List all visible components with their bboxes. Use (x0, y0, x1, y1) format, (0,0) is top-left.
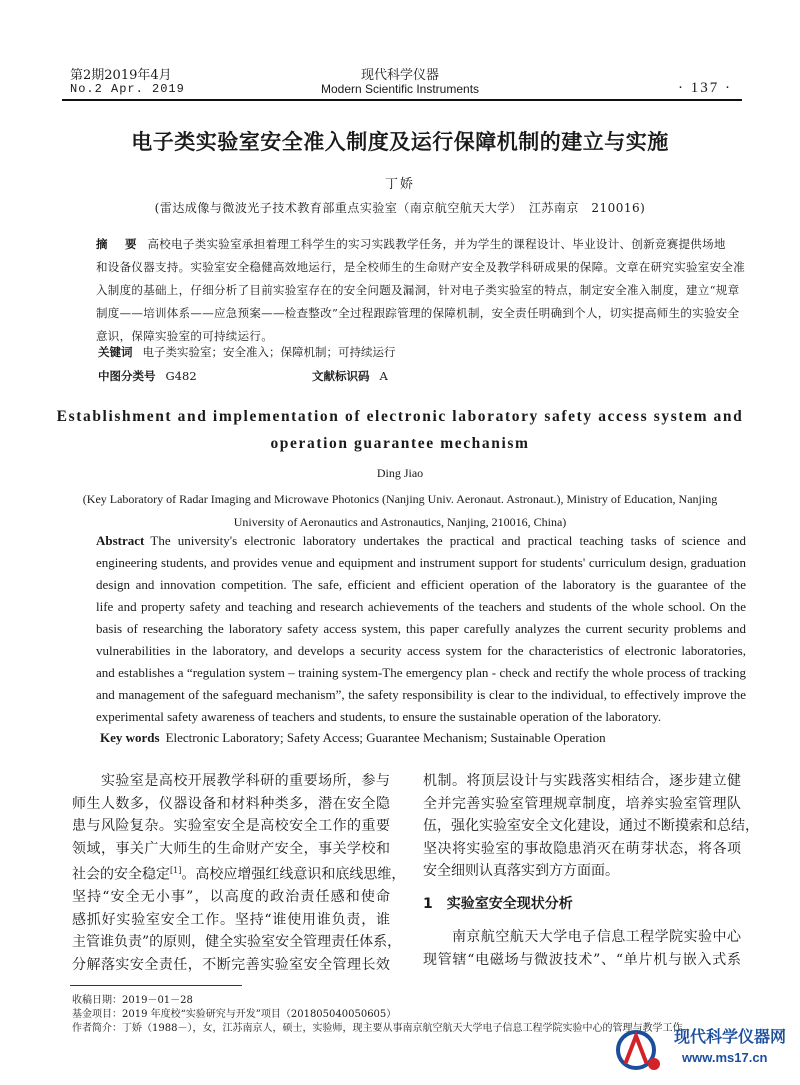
abstract-en-line: experimental safety awareness of teachers and students, to ensure the sustainable operation of the laboratory. (96, 709, 662, 724)
keywords-en-value: Electronic Laboratory; Safety Access; Guarantee Mechanism; Sustainable Operation (165, 730, 606, 745)
abstract-en-line: Abstract The university's electronic laboratory undertakes the practical and practical teaching tasks of science and (96, 533, 746, 548)
header-rule (62, 99, 742, 101)
body-line: 主管谁负责”的原则，健全实验室安全管理责任体系， (72, 934, 402, 951)
abstract-cn-line: 意识，保障实验室的可持续运行。 (96, 329, 273, 343)
footnote-rule (70, 985, 242, 986)
document-code (312, 368, 388, 384)
abstract-en-line: life and property safety and teaching and research achievements of the teachers and students of the whole school. On the (96, 599, 746, 614)
journal-name-en: Modern Scientific Instruments (320, 82, 480, 96)
keywords-en (100, 730, 606, 746)
page-number: · 137 · (678, 80, 732, 96)
author-en: Ding Jiao (376, 466, 424, 480)
abstract-cn-line: 和设备仪器支持。实验室安全稳健高效地运行，是全校师生的生命财产安全及教学科研成果的保障。文章在研究实验室安全准 (96, 260, 745, 274)
affiliation-en-line2: University of Aeronautics and Astronautics, Nanjing, 210016, China) (233, 515, 567, 529)
body-line: 社会的安全稳定[1]。高校应增强红线意识和底线思维， (72, 866, 406, 883)
abstract-cn-line: 摘 要 高校电子类实验室承担着理工科学生的实习实践教学任务，并为学生的课程设计、毕业设计、创新竞赛提供场地 (96, 237, 726, 251)
affiliation-en-line1: (Key Laboratory of Radar Imaging and Microwave Photonics (Nanjing Univ. Aeronaut. Astronaut.), Ministry of Education, Nanjing (82, 492, 718, 506)
ms17-logo-icon (612, 1024, 666, 1074)
body-line: 安全细则认真落实到方方面面。 (423, 863, 619, 879)
document-code-label: 文献标识码 (312, 369, 370, 383)
document-code-value: A (379, 369, 388, 383)
body-line: 实验室是高校开展教学科研的重要场所，参与 (72, 773, 390, 789)
watermark-url[interactable]: www.ms17.cn (682, 1050, 768, 1065)
abstract-en-label: Abstract (96, 533, 145, 548)
abstract-cn-label: 摘 要 (96, 237, 140, 251)
author-cn: 丁娇 (384, 177, 415, 192)
footnote-received-date: 收稿日期：2019－01－28 (72, 995, 193, 1006)
paper-title-en (0, 403, 800, 457)
affiliation-cn: (雷达成像与微波光子技术教育部重点实验室（南京航空航天大学） 江苏南京 210016) (154, 201, 646, 215)
body-line: 感抓好实验室安全工作。坚持“谁使用谁负责，谁 (72, 911, 390, 928)
keywords-en-label: Key words (100, 730, 160, 745)
abstract-en-line: and establishes a “regulation system – training system-The emergency plan - check and rectify the whole process of tracking (96, 665, 746, 680)
keywords-cn (98, 344, 396, 360)
affiliation-en (0, 488, 800, 534)
abstract-en-line: engineering students, and provides venue and equipment and instrument support for students' curriculum design, graduation (96, 555, 746, 570)
journal-name-cn: 现代科学仪器 (360, 68, 439, 83)
abstract-en-line: vulnerabilities in the laboratory, and develops a security access system for the characteristics of electronic laboratories, (96, 643, 746, 658)
footnote-author-bio: 作者简介：丁娇（1988－），女，江苏南京人，硕士，实验师，现主要从事南京航空航天大学电子信息工程学院实验中心的管理与教学工作。 (72, 1023, 693, 1034)
abstract-cn (96, 233, 746, 348)
body-line: 师生人数多，仪器设备和材料种类多，潜在安全隐 (72, 795, 390, 812)
body-line: 机制。将顶层设计与实践落实相结合，逐步建立健 (423, 773, 741, 789)
paper-title-en-line2: operation guarantee mechanism (270, 435, 530, 452)
body-line: 现管辖“电磁场与微波技术”、“单片机与嵌入式系 (423, 951, 741, 968)
footnote-fund: 基金项目：2019 年度校“实验研究与开发”项目（201805040050605） (72, 1009, 397, 1020)
body-column-right (423, 770, 759, 971)
issue-date-en: No.2 Apr. 2019 (70, 82, 185, 96)
body-line: 分解落实安全责任，不断完善实验室安全管理长效 (72, 956, 390, 973)
classification-value: G482 (165, 369, 197, 383)
body-line: 伍，强化实验室安全文化建设，通过不断摸索和总结， (423, 818, 759, 834)
body-line: 患与风险复杂。实验室安全是高校安全工作的重要 (72, 818, 390, 834)
body-column-left (72, 770, 406, 976)
section-heading: 1 实验室安全现状分析 (423, 895, 573, 912)
site-watermark (612, 1018, 792, 1080)
abstract-cn-line: 入制度的基础上，仔细分析了目前实验室存在的安全问题及漏洞，针对电子类实验室的特点，制定安全准入制度，建立“规章 (96, 283, 740, 297)
body-line: 坚决将实验室的事故隐患消灭在萌芽状态，将各项 (423, 840, 741, 857)
abstract-en-line: basis of researching the laboratory safety access system, this paper carefully analyzes the current security problems and (96, 621, 746, 636)
body-line: 坚持“安全无小事”，以高度的政治责任感和使命 (72, 889, 390, 906)
abstract-cn-line: 制度——培训体系——应急预案——检查整改”全过程跟踪管理的保障机制，安全责任明确到个人，切实提高师生的实验安全 (96, 306, 740, 320)
paper-title-cn: 电子类实验室安全准入制度及运行保障机制的建立与实施 (131, 130, 669, 154)
watermark-site-name: 现代科学仪器网 (674, 1027, 787, 1046)
issue-date-cn: 第2期2019年4月 (70, 68, 172, 83)
citation-ref[interactable]: [1] (170, 866, 182, 875)
body-line: 南京航空航天大学电子信息工程学院实验中心 (423, 929, 741, 945)
keywords-cn-value: 电子类实验室；安全准入；保障机制；可持续运行 (142, 345, 396, 359)
keywords-cn-label: 关键词 (98, 345, 133, 359)
abstract-en (96, 530, 746, 728)
classification-number (98, 368, 197, 384)
abstract-en-line: and management of the safeguard mechanism”, the safety responsibility is clear to the individual, to effectively improve the (96, 687, 746, 702)
body-line: 领域，事关广大师生的生命财产安全，事关学校和 (72, 840, 390, 857)
classification-label: 中图分类号 (98, 369, 156, 383)
paper-title-en-line1: Establishment and implementation of electronic laboratory safety access system and (56, 408, 744, 425)
abstract-en-line: design and innovation competition. The safe, efficient and efficient operation of the laboratory is the guarantee of the (96, 577, 746, 592)
body-line: 全并完善实验室管理规章制度，培养实验室管理队 (423, 795, 741, 812)
